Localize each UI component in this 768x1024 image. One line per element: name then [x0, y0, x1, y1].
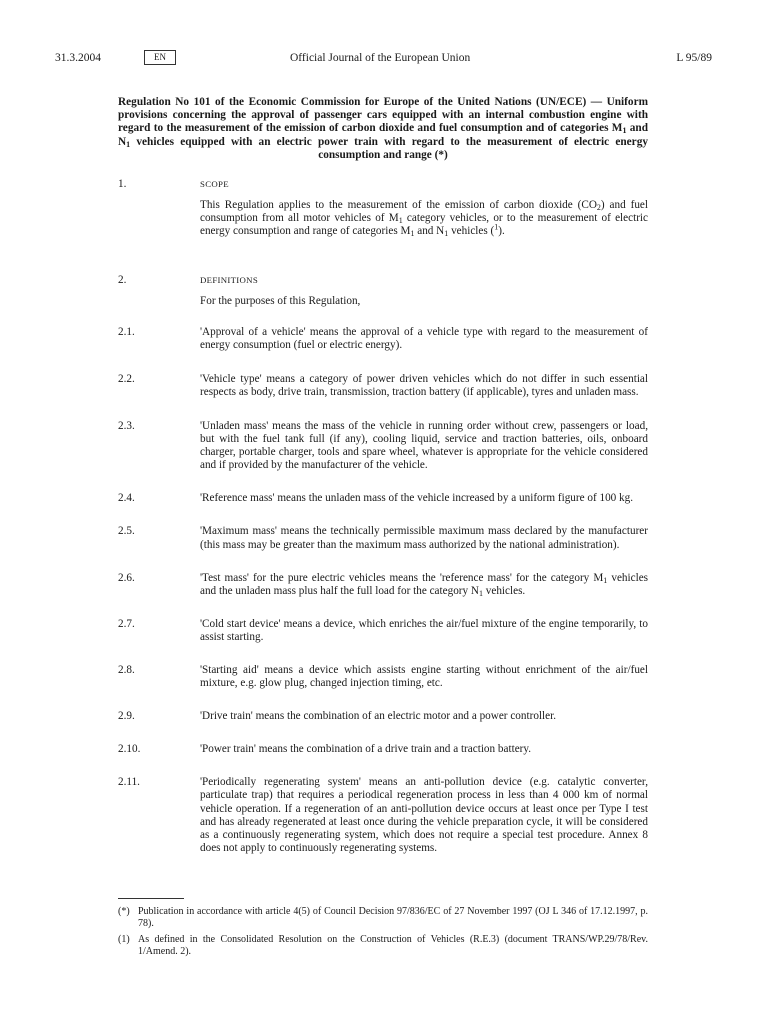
section-number: 2. — [118, 274, 127, 287]
footnote-text: As defined in the Consolidated Resolution on the Construction of Vehicles (R.E.3) (document TRANS/WP.29/78/Rev. 1/Amend. 2). — [138, 934, 648, 957]
definition-text: 'Starting aid' means a device which assists engine starting without enrichment of the air/fuel mixture, e.g. glow plug, changed injection timing, etc. — [200, 663, 648, 690]
definition-number: 2.11. — [118, 776, 140, 789]
definition-number: 2.7. — [118, 617, 135, 630]
definition-number: 2.2. — [118, 372, 135, 385]
footnote-text: Publication in accordance with article 4(5) of Council Decision 97/836/EC of 27 November 1997 (OJ L 346 of 17.12.1997, p. 78). — [138, 906, 648, 929]
definition-2-2 — [118, 373, 648, 399]
journal-title: Official Journal of the European Union — [290, 52, 471, 64]
definition-text: 'Drive train' means the combination of an electric motor and a power controller. — [200, 710, 556, 723]
definition-number: 2.6. — [118, 571, 135, 584]
definition-2-11 — [118, 776, 648, 855]
section-1-text-row — [118, 199, 648, 238]
definition-text: 'Cold start device' means a device, which enriches the air/fuel mixture of the engine temporarily, to assist starting. — [200, 617, 648, 643]
definition-text: 'Test mass' for the pure electric vehicles means the 'reference mass' for the category $M_1$ vehicles and the unladen mass plus half the full load for the category $N_1$ vehicles. — [200, 571, 649, 598]
definition-number: 2.5. — [118, 525, 135, 538]
definition-2-10 — [118, 743, 648, 756]
definition-number: 2.8. — [118, 663, 135, 676]
definition-number: 2.10. — [118, 743, 141, 756]
definition-number: 2.4. — [118, 492, 135, 505]
definition-text: 'Reference mass' means the unladen mass of the vehicle increased by a uniform figure of 100 kg. — [200, 492, 634, 505]
definition-text: 'Maximum mass' means the technically permissible maximum mass declared by the manufacturer (this mass may be greater than the maximum mass authorized by the national administration). — [200, 525, 648, 551]
section-1-heading-row — [118, 178, 648, 191]
definition-2-4 — [118, 492, 648, 505]
definition-2-6 — [118, 572, 648, 598]
footnote-mark: (*) — [118, 906, 130, 917]
footnote — [118, 934, 648, 958]
definition-2-8 — [118, 664, 648, 690]
definition-2-9 — [118, 710, 648, 723]
language-badge: EN — [144, 50, 176, 65]
header-date: 31.3.2004 — [55, 52, 101, 64]
footnote — [118, 906, 648, 930]
scope-paragraph: This Regulation applies to the measurement of the emission of carbon dioxide $(CO_2)$ and fuel consumption from all motor vehicles of $M_1$ category vehicles, or to the measurement of electric energy consumption and range of categories $M_1$ and $N_1$ vehicles ($^1$). — [200, 199, 648, 239]
definition-2-5 — [118, 525, 648, 551]
document-body — [118, 178, 648, 855]
page-number: L 95/89 — [676, 52, 712, 64]
definition-2-7 — [118, 618, 648, 644]
document-title: Regulation No 101 of the Economic Commission for Europe of the United Nations (UN/ECE) — Uniform provisions concerning the approval of passenger cars equipped with an internal combustion engine with regard to the measurement of the emission of carbon dioxide and fuel consumption and of categories $M_1$ and $N_1$ vehicles equipped with an electric power train with regard to the measurement of electric energy consumption and range (*) — [118, 96, 648, 161]
section-number: 1. — [118, 178, 127, 190]
section-2-heading-row — [118, 274, 648, 287]
definition-text: 'Periodically regenerating system' means an anti-pollution device (e.g. catalytic converter, particulate trap) that requires a periodical regeneration process in less than 4 000 km of normal vehicle operation. If a regeneration of an anti-pollution device occurs at least once per Type I test and has already regenerated at least once during the vehicle preparation cycle, it will be considered as a continuously regenerating system, which does not require a special test procedure. Annex 8 does not apply to continuously regenerating systems. — [200, 776, 648, 854]
definition-text: 'Approval of a vehicle' means the approval of a vehicle type with regard to the measurement of energy consumption (fuel or electric energy). — [200, 325, 648, 351]
section-heading: SCOPE — [200, 179, 229, 189]
footnote-divider — [118, 898, 184, 899]
definition-2-1 — [118, 326, 648, 352]
page-header — [0, 50, 768, 70]
definition-text: 'Unladen mass' means the mass of the vehicle in running order without crew, passengers or load, but with the fuel tank full (if any), cooling liquid, service and traction batteries, oils, onboard charger, portable charger, tools and spare wheel, whatever is appropriate for the vehicle considered and if provided by the manufacturer of the vehicle. — [200, 419, 648, 472]
section-heading: DEFINITIONS — [200, 275, 259, 286]
definition-2-3 — [118, 420, 648, 472]
definition-number: 2.9. — [118, 710, 135, 723]
definition-number: 2.3. — [118, 419, 135, 432]
footnote-mark: (1) — [118, 934, 130, 945]
footnotes — [118, 898, 648, 962]
definition-text: 'Vehicle type' means a category of power driven vehicles which do not differ in such essential respects as body, drive train, transmission, traction battery (if applicable), tyres and unladen mass. — [200, 372, 648, 398]
definition-text: 'Power train' means the combination of a drive train and a traction battery. — [200, 743, 532, 756]
definitions-intro: For the purposes of this Regulation, — [200, 295, 361, 308]
definition-number: 2.1. — [118, 325, 135, 338]
section-2-intro-row — [118, 295, 648, 308]
